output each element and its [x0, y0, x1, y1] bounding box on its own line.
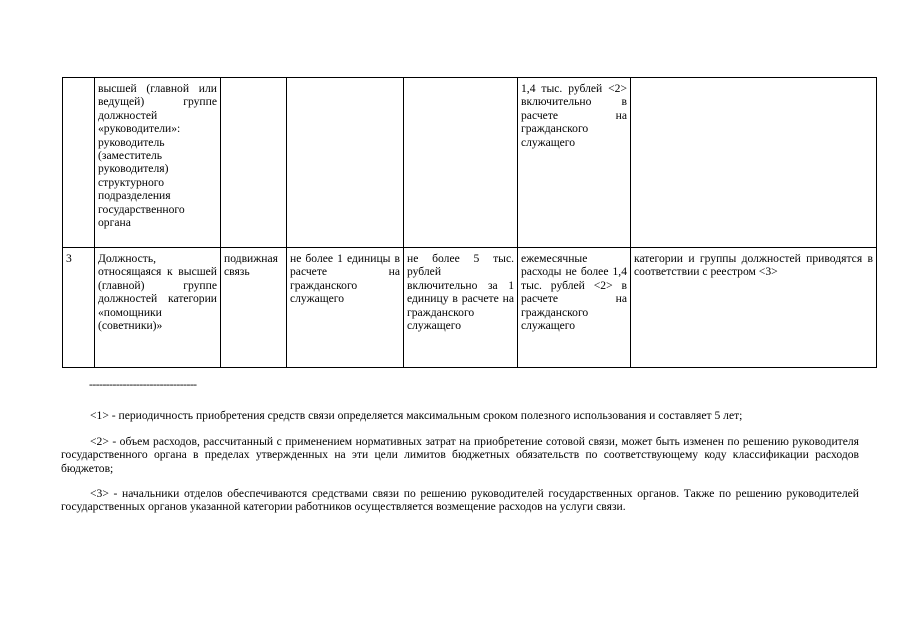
footnote-1: <1> - периодичность приобретения средств связи определяется максимальным сроком полезного использования и составляет 5 лет; [90, 409, 743, 423]
footnote-3: <3> - начальники отделов обеспечиваются средствами связи по решению руководителей государственных органов. Также по решению руководителей государственных органов указанной категории работников осуществляется возмещение расходов на услуги связи. [61, 487, 859, 514]
table-cell-device-count [287, 78, 404, 248]
table-row [63, 78, 877, 248]
footnote-2: <2> - объем расходов, рассчитанный с применением нормативных затрат на приобретение сотовой связи, может быть изменен по решению руководителя государственного органа в пределах утвержденных на эти цели лимитов бюджетных обязательств по соответствующему коду классификации расходов бюджетов; [61, 434, 859, 475]
table-cell-position: высшей (главной или ведущей) группе должностей «руководители»: руководитель (заместитель руководителя) структурного подразделения государственного органа [95, 78, 221, 248]
table-cell-device-price: не более 5 тыс. рублей включительно за 1 единицу в расчете на гражданского служащего [404, 248, 518, 368]
table-cell-device-count: не более 1 единицы в расчете на гражданского служащего [287, 248, 404, 368]
table-cell-number: 3 [63, 248, 95, 368]
table-cell-number [63, 78, 95, 248]
table-cell-categories [631, 78, 877, 248]
table-cell-communication-type [221, 78, 287, 248]
table-cell-categories: категории и группы должностей приводятся в соответствии с реестром <3> [631, 248, 877, 368]
footnote-separator: -------------------------------- [89, 378, 197, 391]
footnotes [61, 378, 859, 514]
norms-table [62, 77, 877, 368]
table-row [63, 248, 877, 368]
table-cell-monthly-costs: ежемесячные расходы не более 1,4 тыс. рублей <2> в расчете на гражданского служащего [518, 248, 631, 368]
table-cell-device-price [404, 78, 518, 248]
table-cell-communication-type: подвижная связь [221, 248, 287, 368]
table-cell-position: Должность, относящаяся к высшей (главной) группе должностей категории «помощники (советники)» [95, 248, 221, 368]
table-cell-monthly-costs: 1,4 тыс. рублей <2> включительно в расчете на гражданского служащего [518, 78, 631, 248]
